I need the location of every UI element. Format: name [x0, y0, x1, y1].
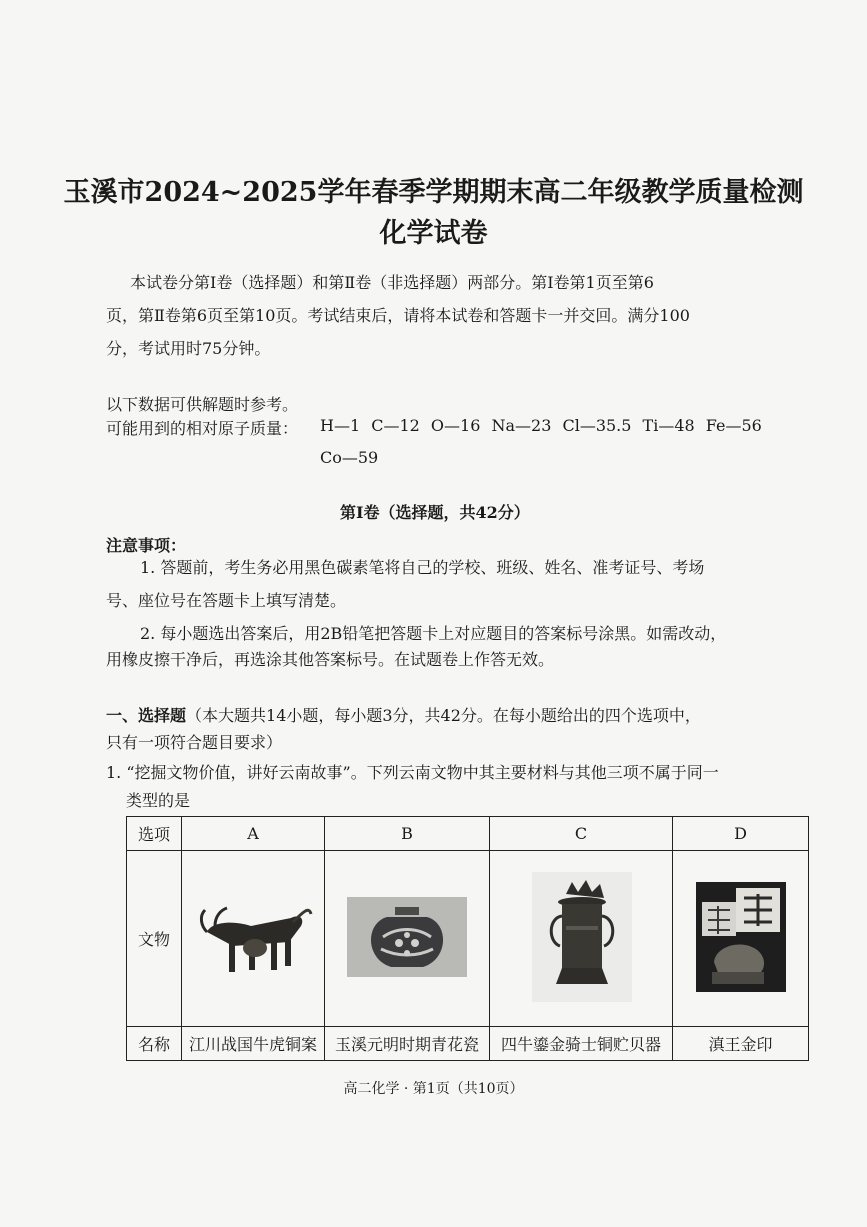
option-a-name: 江川战国牛虎铜案: [182, 1027, 325, 1061]
option-d-name: 滇王金印: [673, 1027, 809, 1061]
option-a-image: [182, 851, 325, 1027]
exam-subtitle: 化学试卷: [379, 218, 488, 249]
notice-item-2-line-2: 用橡皮擦干净后，再选涂其他答案标号。在试题卷上作答无效。: [106, 650, 555, 669]
question-1-stem-line-2: 类型的是: [126, 791, 191, 810]
intro-line-1: 本试卷分第Ⅰ卷（选择题）和第Ⅱ卷（非选择题）两部分。第Ⅰ卷第1页至第6: [130, 273, 654, 292]
option-c-image: [490, 851, 673, 1027]
atomic-mass-values: H—1 C—12 O—16 Na—23 Cl—35.5 Ti—48 Fe—56: [320, 416, 762, 435]
option-c-letter: C: [490, 817, 673, 851]
intro-line-2: 页，第Ⅱ卷第6页至第10页。考试结束后，请将本试卷和答题卡一并交回。满分100: [106, 306, 690, 325]
exam-title: 玉溪市2024~2025学年春季学期期末高二年级教学质量检测: [63, 177, 804, 208]
atomic-mass-values-2: Co—59: [320, 448, 379, 467]
option-d-letter: D: [673, 817, 809, 851]
atomic-mass-label: 可能用到的相对原子质量：: [106, 419, 299, 438]
option-d-image: [673, 851, 809, 1027]
row-label-relic: 文物: [127, 851, 182, 1027]
table-image-row: [127, 851, 809, 1027]
table-header-row: [127, 817, 809, 851]
option-b-image: [325, 851, 490, 1027]
intro-line-3: 分，考试用时75分钟。: [106, 339, 271, 358]
option-c-name: 四牛鎏金骑士铜贮贝器: [490, 1027, 673, 1061]
col-header-option: 选项: [127, 817, 182, 851]
notice-heading: 注意事项：: [106, 536, 187, 555]
table-name-row: [127, 1027, 809, 1061]
notice-item-1-line-2: 号、座位号在答题卡上填写清楚。: [106, 591, 347, 610]
reference-note: 以下数据可供解题时参考。: [106, 395, 299, 414]
notice-item-2-line-1: 2. 每小题选出答案后，用2B铅笔把答题卡上对应题目的答案标号涂黑。如需改动，: [140, 624, 727, 643]
gold-seal-icon: [696, 882, 786, 992]
question-1-stem: 1. “挖掘文物价值，讲好云南故事”。下列云南文物中其主要材料与其他三项不属于同一: [106, 763, 719, 782]
part-1-heading-line-2: 只有一项符合题目要求）: [106, 733, 283, 752]
page-footer: 高二化学 · 第1页（共10页）: [343, 1081, 524, 1097]
part-1-heading: [106, 703, 701, 726]
row-label-name: 名称: [127, 1027, 182, 1061]
notice-item-1-line-1: 1. 答题前，考生务必用黑色碳素笔将自己的学校、班级、姓名、准考证号、考场: [140, 558, 705, 577]
part-1-heading-text: （本大题共14小题，每小题3分，共42分。在每小题给出的四个选项中，: [186, 706, 701, 725]
bronze-ox-tiger-table-icon: [193, 892, 313, 982]
blue-white-porcelain-jar-icon: [347, 897, 467, 977]
option-b-letter: B: [325, 817, 490, 851]
part-1-heading-label: 一、选择题: [106, 706, 187, 725]
bronze-cowrie-container-icon: [526, 872, 636, 1002]
option-a-letter: A: [182, 817, 325, 851]
section-1-title: 第Ⅰ卷（选择题，共42分）: [340, 503, 530, 522]
option-b-name: 玉溪元明时期青花瓷: [325, 1027, 490, 1061]
relics-table: [126, 816, 809, 1061]
